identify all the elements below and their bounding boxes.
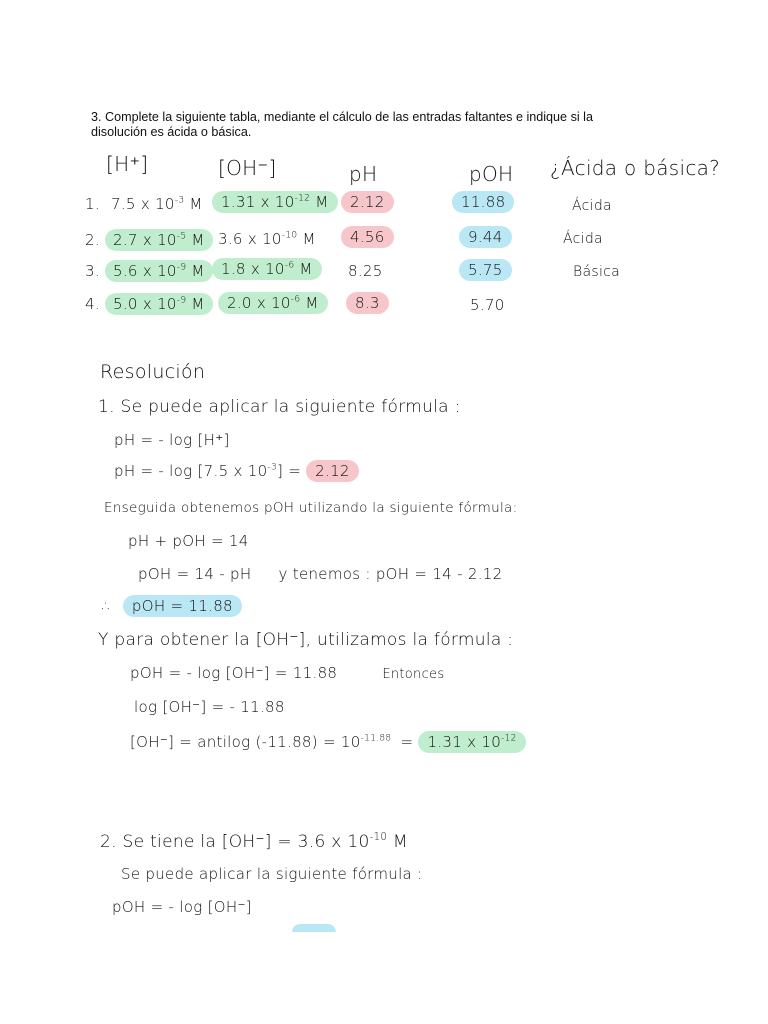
- ph-value: 8.25: [348, 262, 383, 280]
- row-3: [85, 260, 213, 282]
- type-value: Ácida: [563, 231, 603, 247]
- oh-value: 2.0 x $10^{-6}$ M: [218, 292, 328, 314]
- step1-formula-4: pOH = 14 - pH y tenemos : pOH = 14 - 2.12: [138, 565, 503, 583]
- header-poh: pOH: [469, 162, 514, 186]
- row-number: 3.: [85, 262, 100, 280]
- step1-formula-2: pH = - log [7.5 x $10^{-3}] = 2.12$: [114, 460, 359, 482]
- step1-formula-5: [102, 595, 242, 617]
- row-4: [85, 293, 213, 315]
- exercise-prompt: 3. Complete la siguiente tabla, mediante el cálculo de las entradas faltantes e indique si la disolución es ácida o básica.: [91, 110, 593, 139]
- poh-value: 5.75: [459, 259, 512, 281]
- oh-result: 1.31 x $10^{-12}$: [418, 731, 525, 753]
- step2-intro: 2. Se tiene la [OH⁻] = 3.6 x $10^{-10}$ M: [100, 831, 408, 852]
- poh-value: 11.88: [452, 191, 514, 213]
- resolution-title: Resolución: [100, 361, 206, 383]
- ph-value: 4.56: [341, 226, 394, 248]
- type-value: Básica: [573, 264, 621, 280]
- header-type: ¿Ácida o básica?: [550, 156, 721, 180]
- page-cutoff: [0, 932, 768, 1024]
- step1-intro: 1. Se puede aplicar la siguiente fórmula :: [98, 397, 461, 417]
- therefore-symbol: ∴: [102, 597, 112, 615]
- step2-apply: Se puede aplicar la siguiente fórmula :: [121, 865, 423, 883]
- h-value: 5.0 x $10^{-9}$ M: [105, 293, 213, 315]
- header-h: [H⁺]: [106, 152, 149, 176]
- header-oh: [OH⁻]: [218, 156, 277, 180]
- header-ph: pH: [349, 162, 378, 186]
- ph-value: 8.3: [346, 292, 389, 314]
- oh-value: 3.6 x $10^{-10}$ M: [218, 230, 316, 248]
- step1-formula-7: log [OH⁻] = - 11.88: [134, 698, 285, 716]
- step1-oh-intro: Y para obtener la [OH⁻], utilizamos la fórmula :: [98, 630, 514, 650]
- h-value: 5.6 x $10^{-9}$ M: [105, 260, 213, 282]
- step1-formula-1: pH = - log [H⁺]: [114, 431, 230, 449]
- poh-result: pOH = 11.88: [123, 595, 242, 617]
- ph-result: 2.12: [306, 460, 359, 482]
- poh-value: 5.70: [470, 296, 505, 314]
- oh-value: 1.8 x $10^{-6}$ M: [212, 258, 322, 280]
- step1-formula-3: pH + pOH = 14: [128, 532, 249, 550]
- row-number: 1.: [85, 195, 100, 213]
- h-value: 7.5 x $10^{-3}$ M: [111, 195, 203, 213]
- step1-formula-8: [OH⁻] = antilog $(-11.88) = 10^{-11.88} = 1.31$ x $10^{-12}$: [130, 731, 526, 753]
- h-value: 2.7 x $10^{-5}$ M: [105, 229, 213, 251]
- row-number: 2.: [85, 231, 100, 249]
- oh-value: 1.31 x $10^{-12}$ M: [212, 191, 338, 213]
- step1-formula-6: pOH = - log [OH⁻] = 11.88 Entonces: [130, 664, 445, 682]
- poh-value: 9.44: [459, 226, 512, 248]
- row-number: 4.: [85, 295, 100, 313]
- row-1: [85, 195, 203, 213]
- step2-formula-1: pOH = - log [OH⁻]: [112, 898, 252, 916]
- step1-next: Enseguida obtenemos pOH utilizando la siguiente fórmula:: [104, 500, 518, 516]
- row-2: [85, 229, 213, 251]
- type-value: Ácida: [572, 198, 612, 214]
- ph-value: 2.12: [341, 191, 394, 213]
